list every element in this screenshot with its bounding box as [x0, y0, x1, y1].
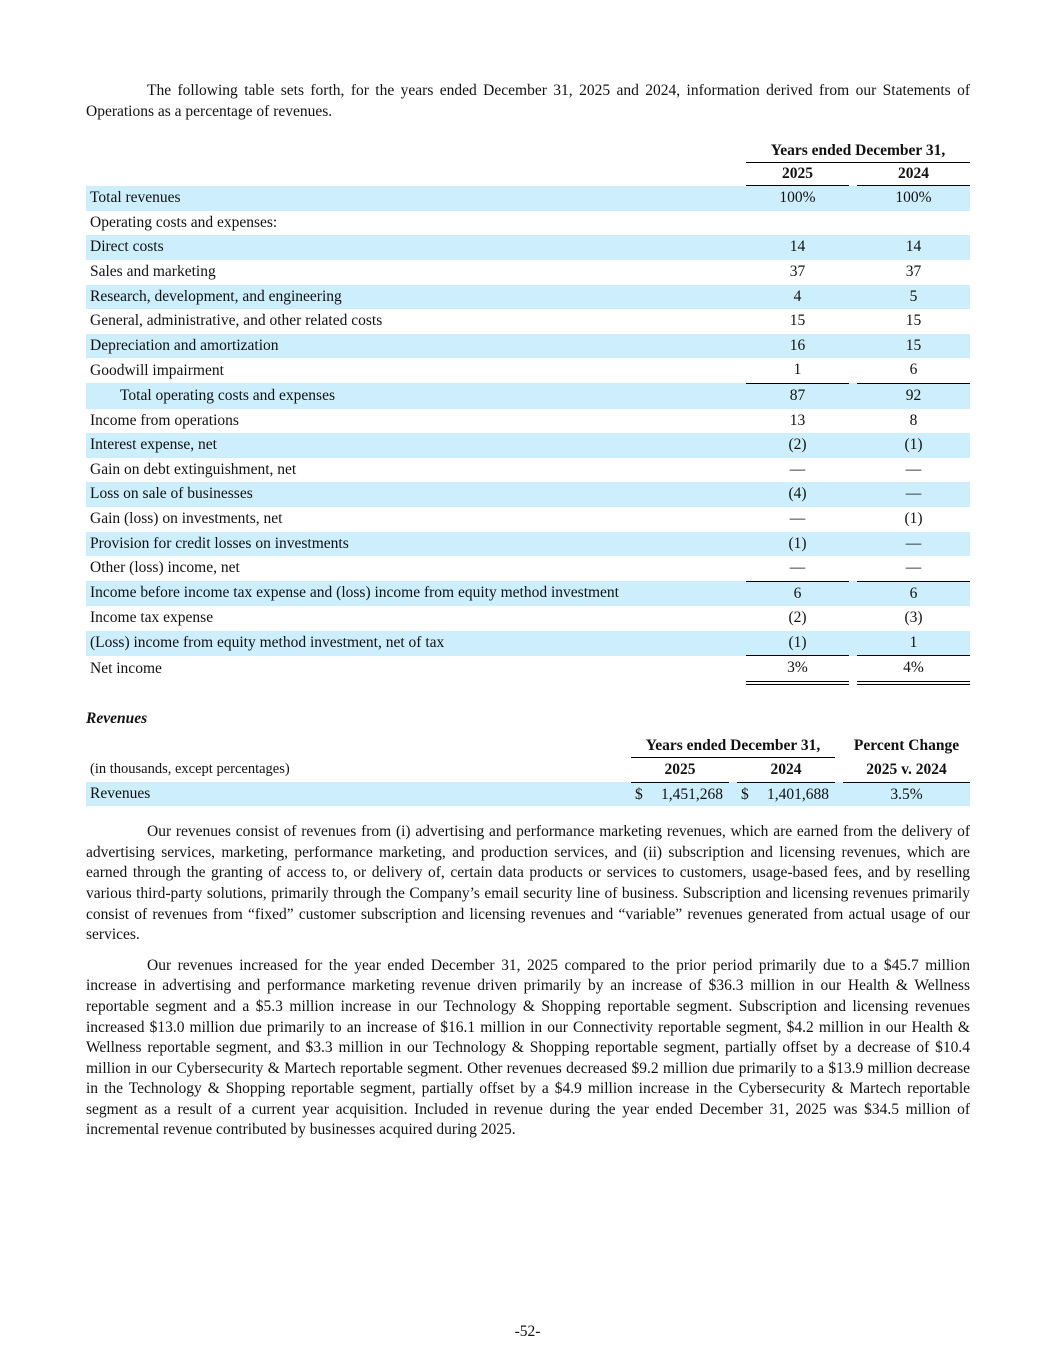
ops-row-label: Operating costs and expenses: [90, 213, 278, 231]
revenues-section-title: Revenues [86, 710, 148, 728]
ops-row-label: Gain (loss) on investments, net [90, 509, 283, 527]
revenues-analysis-paragraph: Our revenues increased for the year ended December 31, 2025 compared to the prior period primarily due to a $45.7 million increase in advertising and performance marketing revenue driven primarily by an increase of $36.3 million in our Health & Wellness reportable segment and a $5.3 million increase in our Technology & Shopping reportable segment. Subscription and licensing revenues increased $13.0 million due primarily to an increase of $16.1 million in our Connectivity reportable segment, $4.2 million in our Health & Wellness reportable segment, and $3.3 million in our Technology & Shopping reportable segment, partially offset by a decrease of $10.4 million in our Cybersecurity & Martech reportable segment. Other revenues decreased $9.2 million due primarily to a $13.9 million decrease in the Technology & Shopping reportable segment, partially offset by a $4.9 million increase in the Cybersecurity & Martech reportable segment as a result of a current year acquisition. Included in revenue during the year ended December 31, 2025 was $34.5 million of incremental revenue contributed by businesses acquired during 2025. [86, 956, 970, 1139]
ops-col-2025: 2025 [746, 163, 849, 186]
revenues-col-pct: 2025 v. 2024 [843, 758, 970, 783]
revenues-row [86, 782, 970, 806]
ops-value-2025: 87 [746, 383, 849, 408]
ops-value-2025 [746, 211, 849, 236]
ops-row-label: (Loss) income from equity method investment, net of tax [86, 631, 736, 656]
ops-value-2024: 15 [857, 334, 970, 359]
ops-value-2025: 100% [746, 186, 849, 211]
ops-table-row [86, 211, 970, 236]
ops-value-2024: 37 [905, 262, 922, 280]
revenues-table [86, 734, 970, 807]
ops-value-2025: 16 [746, 334, 849, 359]
ops-table-body [86, 186, 970, 683]
revenues-units-note: (in thousands, except percentages) [90, 761, 290, 778]
ops-value-2024: 1 [857, 631, 970, 656]
ops-table-row [86, 631, 970, 656]
ops-value-2025: — [789, 460, 806, 478]
ops-table-row [86, 656, 970, 683]
ops-table-row [86, 235, 970, 260]
ops-value-2025: 15 [789, 312, 806, 330]
ops-value-2024: — [905, 460, 922, 478]
ops-row-label: Depreciation and amortization [86, 334, 736, 359]
ops-value-2024: 4% [857, 656, 970, 683]
ops-row-label: Loss on sale of businesses [86, 482, 736, 507]
ops-row-label: Direct costs [86, 235, 736, 260]
ops-row-label: Provision for credit losses on investments [86, 532, 736, 557]
ops-value-2025: (2) [746, 433, 849, 458]
ops-value-2024: 100% [857, 186, 970, 211]
ops-table-row [86, 532, 970, 557]
ops-value-2025: 6 [746, 581, 849, 606]
ops-value-2024: 6 [909, 361, 918, 379]
ops-value-2024: — [857, 532, 970, 557]
ops-row-label: Other (loss) income, net [90, 559, 240, 577]
currency-symbol: $ [635, 785, 643, 803]
ops-table-row [86, 409, 970, 434]
ops-row-label: General, administrative, and other related costs [90, 312, 383, 330]
ops-row-label: Goodwill impairment [90, 361, 224, 379]
currency-symbol: $ [741, 785, 749, 803]
ops-value-2025: (2) [788, 609, 807, 627]
ops-row-label: Income before income tax expense and (loss) income from equity method investment [86, 581, 736, 606]
ops-col-2024: 2024 [857, 163, 970, 186]
revenues-col-2025: 2025 [631, 758, 729, 783]
ops-value-2024: (1) [904, 509, 923, 527]
revenues-col-2024: 2024 [737, 758, 835, 783]
ops-row-label: Income tax expense [90, 609, 214, 627]
ops-row-label: Total revenues [86, 186, 736, 211]
revenues-pct-value: 3.5% [843, 782, 970, 806]
ops-row-label: Net income [90, 660, 162, 678]
ops-row-label: Income from operations [90, 411, 239, 429]
ops-group-header: Years ended December 31, [746, 140, 970, 163]
ops-value-2024: 15 [905, 312, 922, 330]
ops-value-2025: — [789, 559, 806, 577]
ops-table-row [86, 482, 970, 507]
ops-value-2024: 5 [857, 285, 970, 310]
ops-value-2025: (4) [746, 482, 849, 507]
ops-table-row [86, 358, 970, 383]
revenues-2024-cell [737, 782, 835, 806]
ops-value-2025: 37 [789, 262, 806, 280]
ops-table-row [86, 433, 970, 458]
ops-value-2024: 14 [857, 235, 970, 260]
operations-percentage-table [86, 140, 970, 685]
ops-value-2025: 4 [746, 285, 849, 310]
ops-value-2025: 3% [746, 656, 849, 683]
ops-value-2025: (1) [746, 532, 849, 557]
revenues-group-header: Years ended December 31, [631, 734, 835, 758]
page-number: -52- [514, 1323, 541, 1340]
ops-table-row [86, 383, 970, 408]
revenues-row-label: Revenues [86, 782, 626, 806]
ops-table-row [86, 260, 970, 285]
ops-value-2024: — [905, 559, 922, 577]
ops-value-2025: (1) [746, 631, 849, 656]
ops-table-row [86, 334, 970, 359]
revenues-description-paragraph: Our revenues consist of revenues from (i) advertising and performance marketing revenues, which are earned from the delivery of advertising services, marketing, performance marketing, and production services, and (ii) subscription and licensing revenues, which are earned through the granting of access to, or delivery of, certain data products or services to customers, usage-based fees, and by reselling various third-party solutions, primarily through the Company’s email security line of business. Subscription and licensing revenues primarily consist of revenues from “fixed” customer subscription and licensing revenues and “variable” revenues generated from actual usage of our services. [86, 823, 970, 944]
revenues-2025-cell [631, 782, 729, 806]
ops-row-label: Total operating costs and expenses [86, 383, 736, 408]
ops-value-2024: (1) [857, 433, 970, 458]
document-page [86, 81, 970, 1141]
ops-row-label: Sales and marketing [90, 262, 216, 280]
revenues-2025-value: 1,451,268 [661, 785, 723, 803]
ops-table-row [86, 186, 970, 211]
ops-table-row [86, 606, 970, 631]
ops-table-row [86, 458, 970, 483]
ops-value-2024: 92 [857, 383, 970, 408]
ops-value-2024 [857, 211, 970, 236]
ops-value-2025: 14 [746, 235, 849, 260]
ops-row-label: Research, development, and engineering [86, 285, 736, 310]
ops-value-2025: — [789, 509, 806, 527]
ops-row-label: Gain on debt extinguishment, net [90, 460, 297, 478]
revenues-pct-header: Percent Change [853, 736, 960, 754]
intro-paragraph: The following table sets forth, for the years ended December 31, 2025 and 2024, information derived from our Statements of Operations as a percentage of revenues. [86, 82, 970, 120]
ops-value-2025: 13 [789, 411, 806, 429]
ops-table-row [86, 285, 970, 310]
ops-value-2024: 8 [909, 411, 918, 429]
ops-table-row [86, 556, 970, 581]
ops-value-2024: 6 [857, 581, 970, 606]
ops-table-row [86, 309, 970, 334]
ops-value-2024: — [857, 482, 970, 507]
ops-value-2024: (3) [904, 609, 923, 627]
ops-table-row [86, 581, 970, 606]
revenues-2024-value: 1,401,688 [767, 785, 830, 803]
ops-value-2025: 1 [793, 361, 802, 379]
ops-table-row [86, 507, 970, 532]
ops-row-label: Interest expense, net [86, 433, 736, 458]
